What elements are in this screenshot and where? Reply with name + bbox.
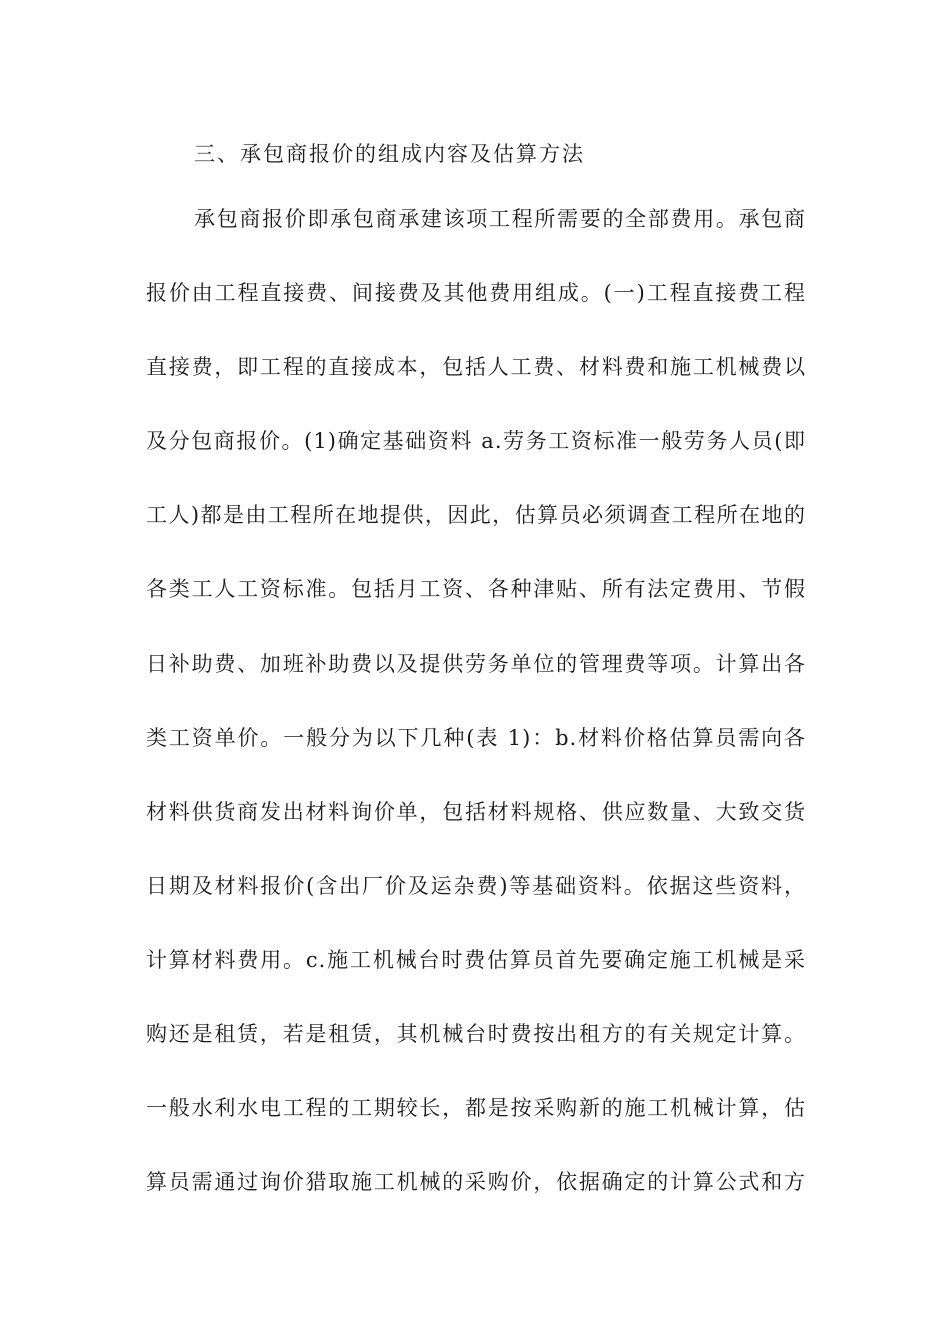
- paragraph-line: 工人)都是由工程所在地提供，因此，估算员必须调查工程所在地的: [146, 503, 806, 527]
- paragraph-line: 计算材料费用。c.施工机械台时费估算员首先要确定施工机械是采: [146, 948, 806, 972]
- paragraph-line: 一般水利水电工程的工期较长，都是按采购新的施工机械计算，估: [146, 1096, 806, 1120]
- paragraph-line: 及分包商报价。(1)确定基础资料 a.劳务工资标准一般劳务人员(即: [146, 429, 806, 453]
- section-heading: 三、承包商报价的组成内容及估算方法: [194, 142, 585, 166]
- paragraph-line: 购还是租赁，若是租赁，其机械台时费按出租方的有关规定计算。: [146, 1022, 806, 1046]
- paragraph-line: 日期及材料报价(含出厂价及运杂费)等基础资料。依据这些资料，: [146, 874, 806, 898]
- paragraph-line: 材料供货商发出材料询价单，包括材料规格、供应数量、大致交货: [146, 800, 806, 824]
- paragraph-line: 直接费，即工程的直接成本，包括人工费、材料费和施工机械费以: [146, 355, 806, 379]
- paragraph-line: 承包商报价即承包商承建该项工程所需要的全部费用。承包商: [194, 207, 806, 231]
- paragraph-line: 报价由工程直接费、间接费及其他费用组成。(一)工程直接费工程: [146, 281, 806, 305]
- paragraph-line: 日补助费、加班补助费以及提供劳务单位的管理费等项。计算出各: [146, 652, 806, 676]
- paragraph-line: 算员需通过询价猎取施工机械的采购价，依据确定的计算公式和方: [146, 1170, 806, 1194]
- paragraph-line: 各类工人工资标准。包括月工资、各种津贴、所有法定费用、节假: [146, 577, 806, 601]
- paragraph-line: 类工资单价。一般分为以下几种(表 1)：b.材料价格估算员需向各: [146, 726, 806, 750]
